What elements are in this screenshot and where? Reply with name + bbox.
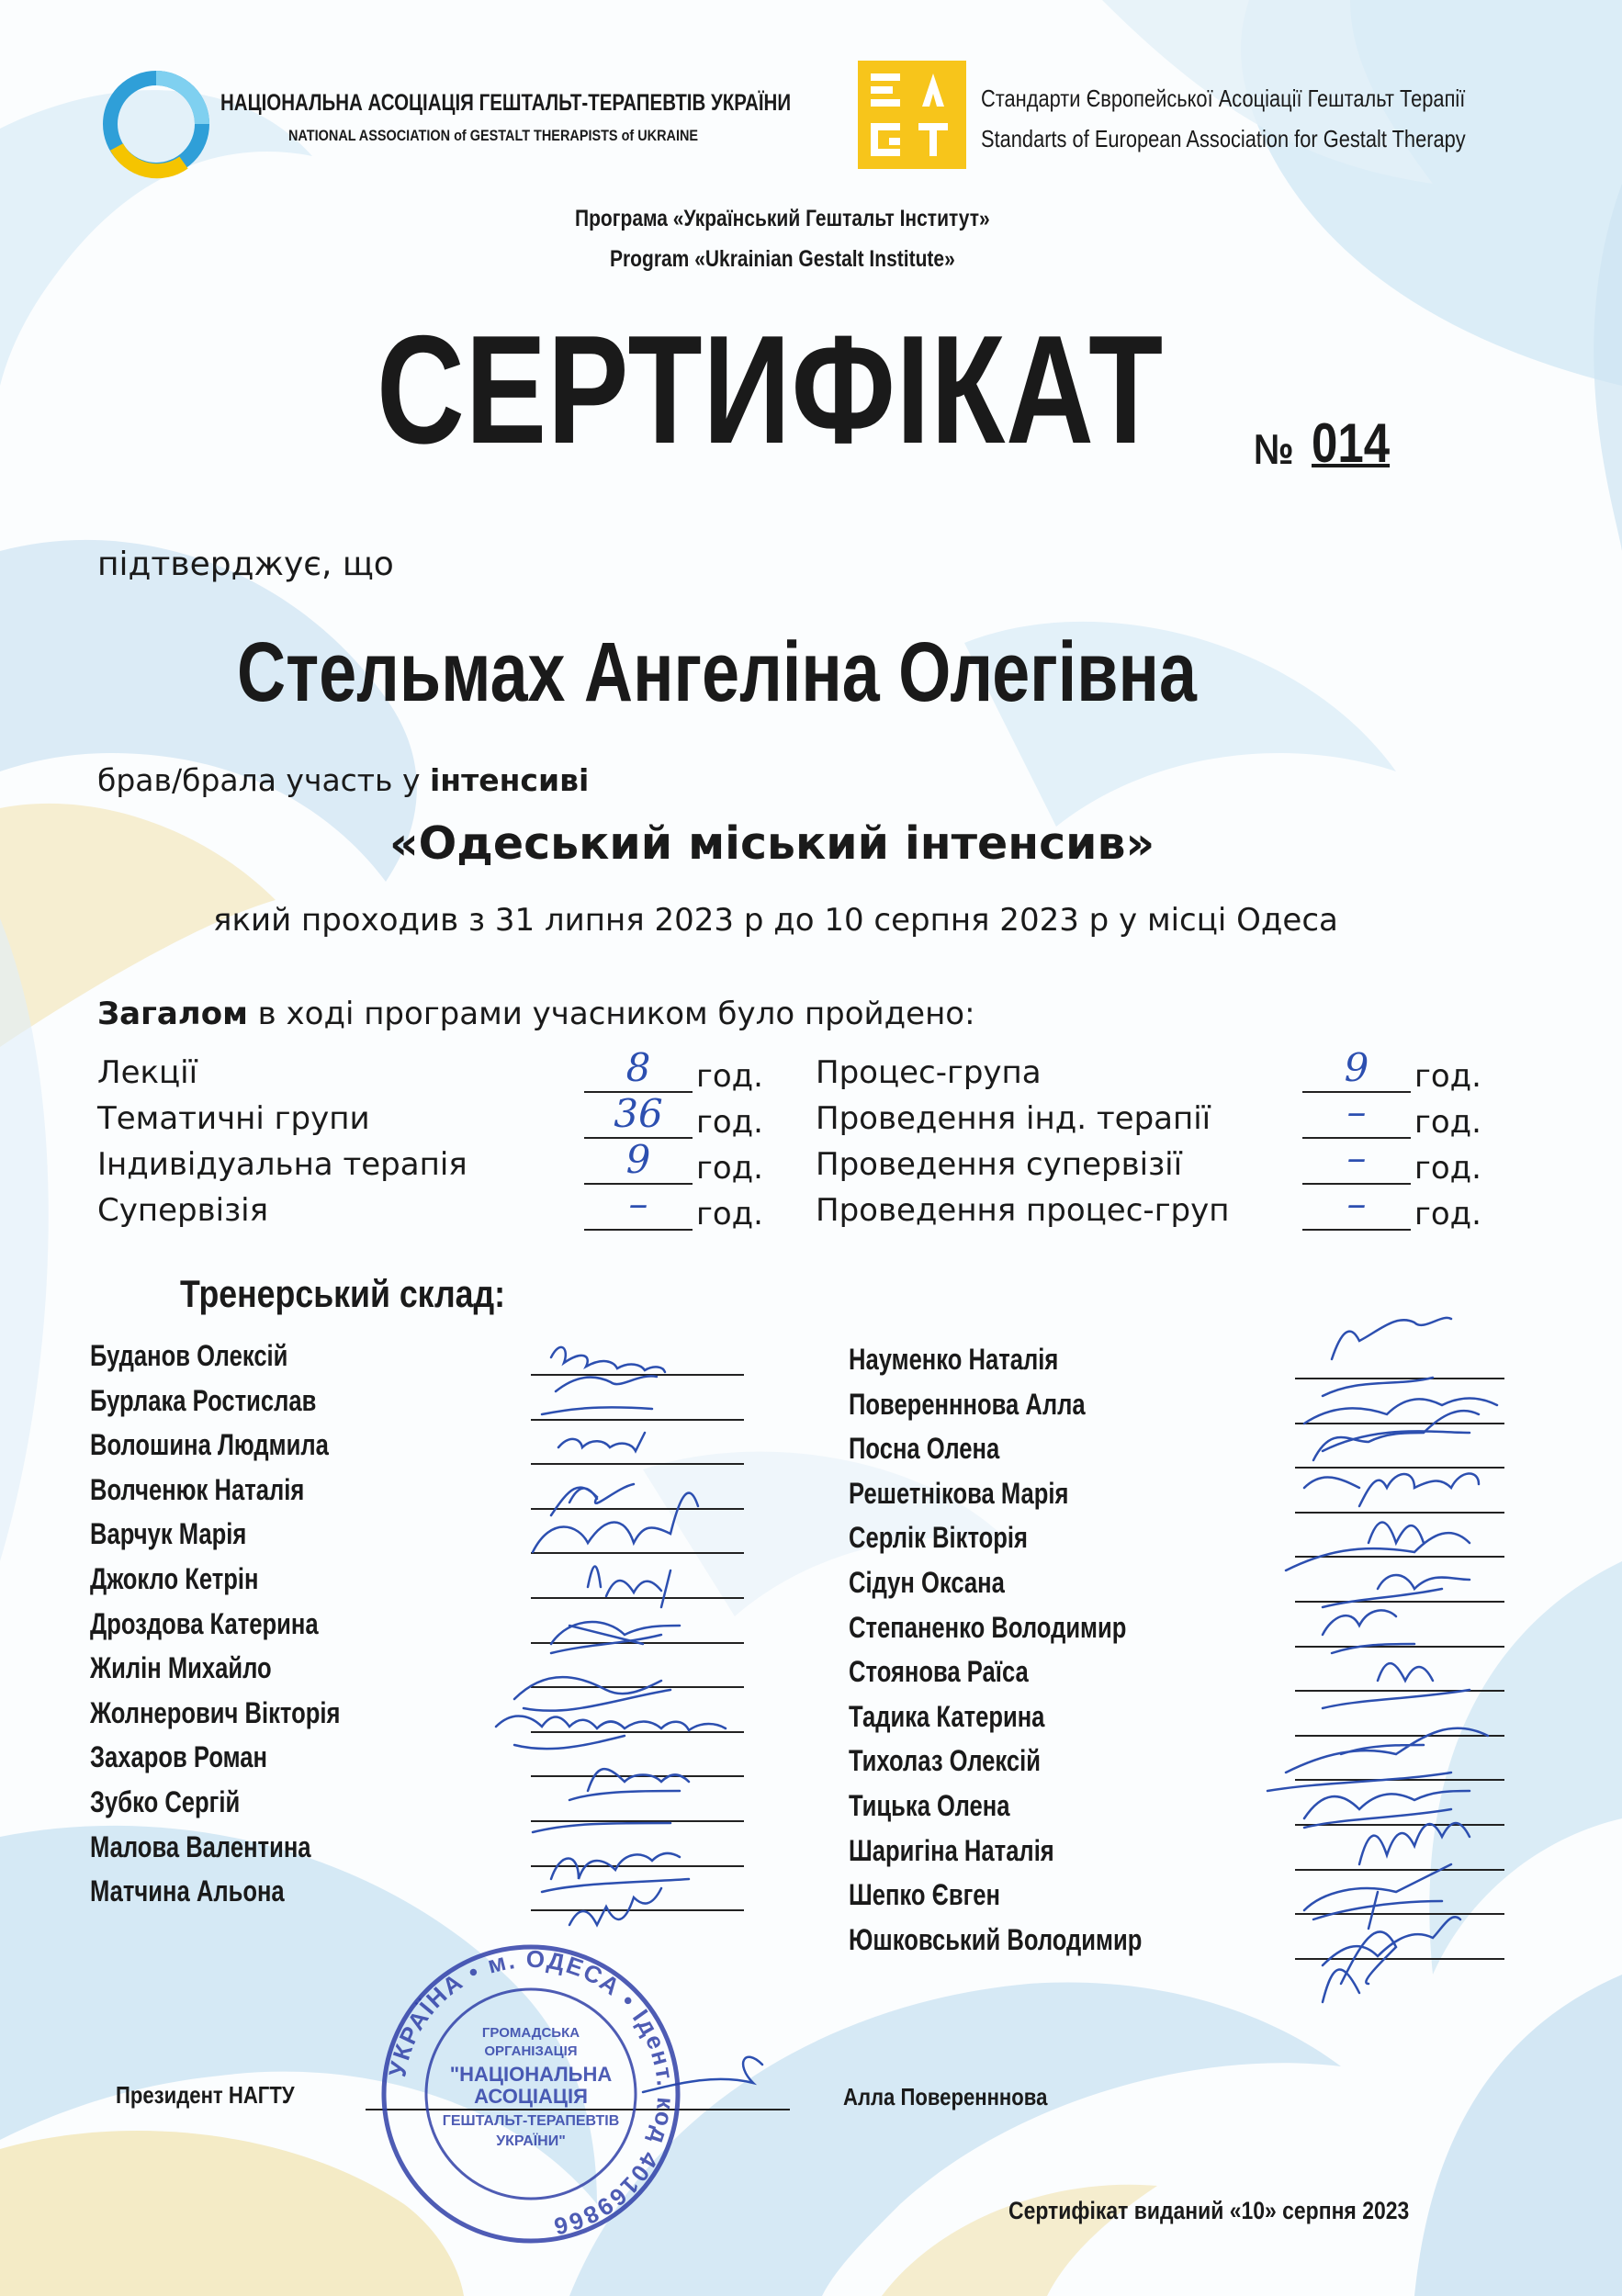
trainer-name: Матчина Альона <box>90 1874 285 1908</box>
certificate-number: 014 <box>1312 412 1391 474</box>
recipient-name: Стельмах Ангеліна Олегівна <box>237 625 1197 719</box>
stamp-line-2: "НАЦІОНАЛЬНА <box>449 2063 613 2086</box>
trainer-name: Тадика Катерина <box>849 1699 1045 1733</box>
org-name-ua: НАЦІОНАЛЬНА АСОЦІАЦІЯ ГЕШТАЛЬТ-ТЕРАПЕВТІВ УКРАЇНИ <box>220 90 792 116</box>
hours-left-unit-1: год. <box>696 1104 763 1141</box>
trainer-name: Тицька Олена <box>849 1789 1010 1822</box>
trainer-name: Буданов Олексій <box>90 1339 288 1372</box>
hours-right-label-2: Проведення супервізії <box>816 1146 1183 1183</box>
hours-intro-bold: Загалом <box>97 996 248 1032</box>
trainer-name: Сідун Оксана <box>849 1566 1005 1599</box>
trainer-name: Степаненко Володимир <box>849 1610 1127 1644</box>
hours-right-value-0: 9 <box>1344 1045 1369 1090</box>
trainer-name: Шепко Євген <box>849 1878 1000 1912</box>
participated-type: інтенсиві <box>430 762 590 798</box>
trainer-name: Дроздова Катерина <box>90 1606 319 1640</box>
stamp-line-1: ОРГАНІЗАЦІЯ <box>484 2043 578 2059</box>
hours-left-label-2: Індивідуальна терапія <box>97 1146 467 1183</box>
hours-right-value-1: – <box>1346 1089 1367 1134</box>
stamp-line-5: УКРАЇНИ" <box>496 2133 566 2149</box>
trainer-name: Шаригіна Наталія <box>849 1833 1054 1867</box>
trainer-name: Тихолаз Олексій <box>849 1744 1041 1778</box>
trainer-name: Серлік Вікторія <box>849 1521 1028 1555</box>
trainer-name: Стоянова Раїса <box>849 1655 1029 1689</box>
trainer-name: Поверенннова Алла <box>849 1387 1086 1421</box>
hours-left-unit-0: год. <box>696 1058 763 1095</box>
hours-left-value-1: 36 <box>614 1091 663 1136</box>
trainer-name: Джокло Кетрін <box>90 1562 259 1595</box>
hours-right-value-2: – <box>1346 1135 1367 1180</box>
participated-prefix: брав/брала участь у <box>97 762 421 798</box>
hours-left-unit-2: год. <box>696 1150 763 1187</box>
confirms-text: підтверджує, що <box>97 546 394 583</box>
trainer-name: Варчук Марія <box>90 1517 247 1551</box>
hours-right-label-0: Процес-група <box>816 1054 1042 1091</box>
org-name-en: NATIONAL ASSOCIATION of GESTALT THERAPISTS of UKRAINE <box>288 127 699 144</box>
trainer-name: Волченюк Наталія <box>90 1472 305 1506</box>
stamp-line-0: ГРОМАДСЬКА <box>481 2025 580 2041</box>
hours-left-label-0: Лекції <box>97 1054 198 1091</box>
hours-intro-rest: в ході програми учасником було пройдено: <box>257 996 975 1032</box>
trainer-name: Бурлака Ростислав <box>90 1383 317 1417</box>
hours-left-value-2: 9 <box>625 1137 651 1182</box>
program-en: Program «Ukrainian Gestalt Institute» <box>610 246 955 272</box>
hours-left-label-1: Тематичні групи <box>97 1100 370 1137</box>
president-name: Алла Поверенннова <box>843 2083 1048 2110</box>
stamp-line-3: АСОЦІАЦІЯ <box>474 2085 588 2108</box>
event-period: який проходив з 31 липня 2023 р до 10 серпня 2023 р у місці Одеса <box>213 902 1338 939</box>
trainer-name: Юшковський Володимир <box>849 1922 1143 1956</box>
trainer-name: Волошина Людмила <box>90 1428 329 1462</box>
hours-left-unit-3: год. <box>696 1196 763 1232</box>
trainer-name: Решетнікова Марія <box>849 1476 1069 1510</box>
certificate-number-label: № <box>1254 425 1294 473</box>
stamp-outer-text: УКРАЇНА • м. ОДЕСА • Ідент. код 40169866 <box>383 1944 681 2241</box>
trainers-heading: Тренерський склад: <box>180 1272 506 1315</box>
eagt-standards-ua: Стандарти Європейської Асоціації Гештальт Терапії <box>981 84 1466 112</box>
eagt-standards-en: Standarts of European Association for Gestalt Therapy <box>981 125 1466 152</box>
trainer-name: Жилін Михайло <box>90 1651 272 1685</box>
president-label: Президент НАГТУ <box>116 2081 295 2109</box>
organization-stamp <box>375 1938 687 2250</box>
hours-right-label-1: Проведення інд. терапії <box>816 1100 1211 1137</box>
stamp-line-4: ГЕШТАЛЬТ-ТЕРАПЕВТІВ <box>442 2113 620 2129</box>
hours-right-unit-1: год. <box>1414 1104 1481 1141</box>
trainer-name: Жолнерович Вікторія <box>90 1695 341 1729</box>
hours-right-unit-3: год. <box>1414 1196 1481 1232</box>
hours-left-value-0: 8 <box>625 1045 651 1090</box>
event-name: «Одеський міський інтенсив» <box>389 817 1155 870</box>
hours-right-value-3: – <box>1346 1181 1367 1226</box>
certificate-title: СЕРТИФІКАТ <box>377 303 1164 476</box>
trainer-name: Захаров Роман <box>90 1740 267 1774</box>
hours-left-label-3: Супервізія <box>97 1192 269 1229</box>
trainer-name: Посна Олена <box>849 1432 1000 1466</box>
program-ua: Програма «Український Гештальт Інститут» <box>575 206 990 231</box>
trainer-name: Науменко Наталія <box>849 1343 1059 1376</box>
hours-right-label-3: Проведення процес-груп <box>816 1192 1230 1229</box>
hours-right-unit-0: год. <box>1414 1058 1481 1095</box>
trainer-name: Малова Валентина <box>90 1829 311 1863</box>
hours-right-unit-2: год. <box>1414 1150 1481 1187</box>
hours-left-value-3: – <box>628 1181 648 1226</box>
trainer-name: Зубко Сергій <box>90 1785 241 1818</box>
issued-date: Сертифікат виданий «10» серпня 2023 <box>1008 2197 1410 2224</box>
